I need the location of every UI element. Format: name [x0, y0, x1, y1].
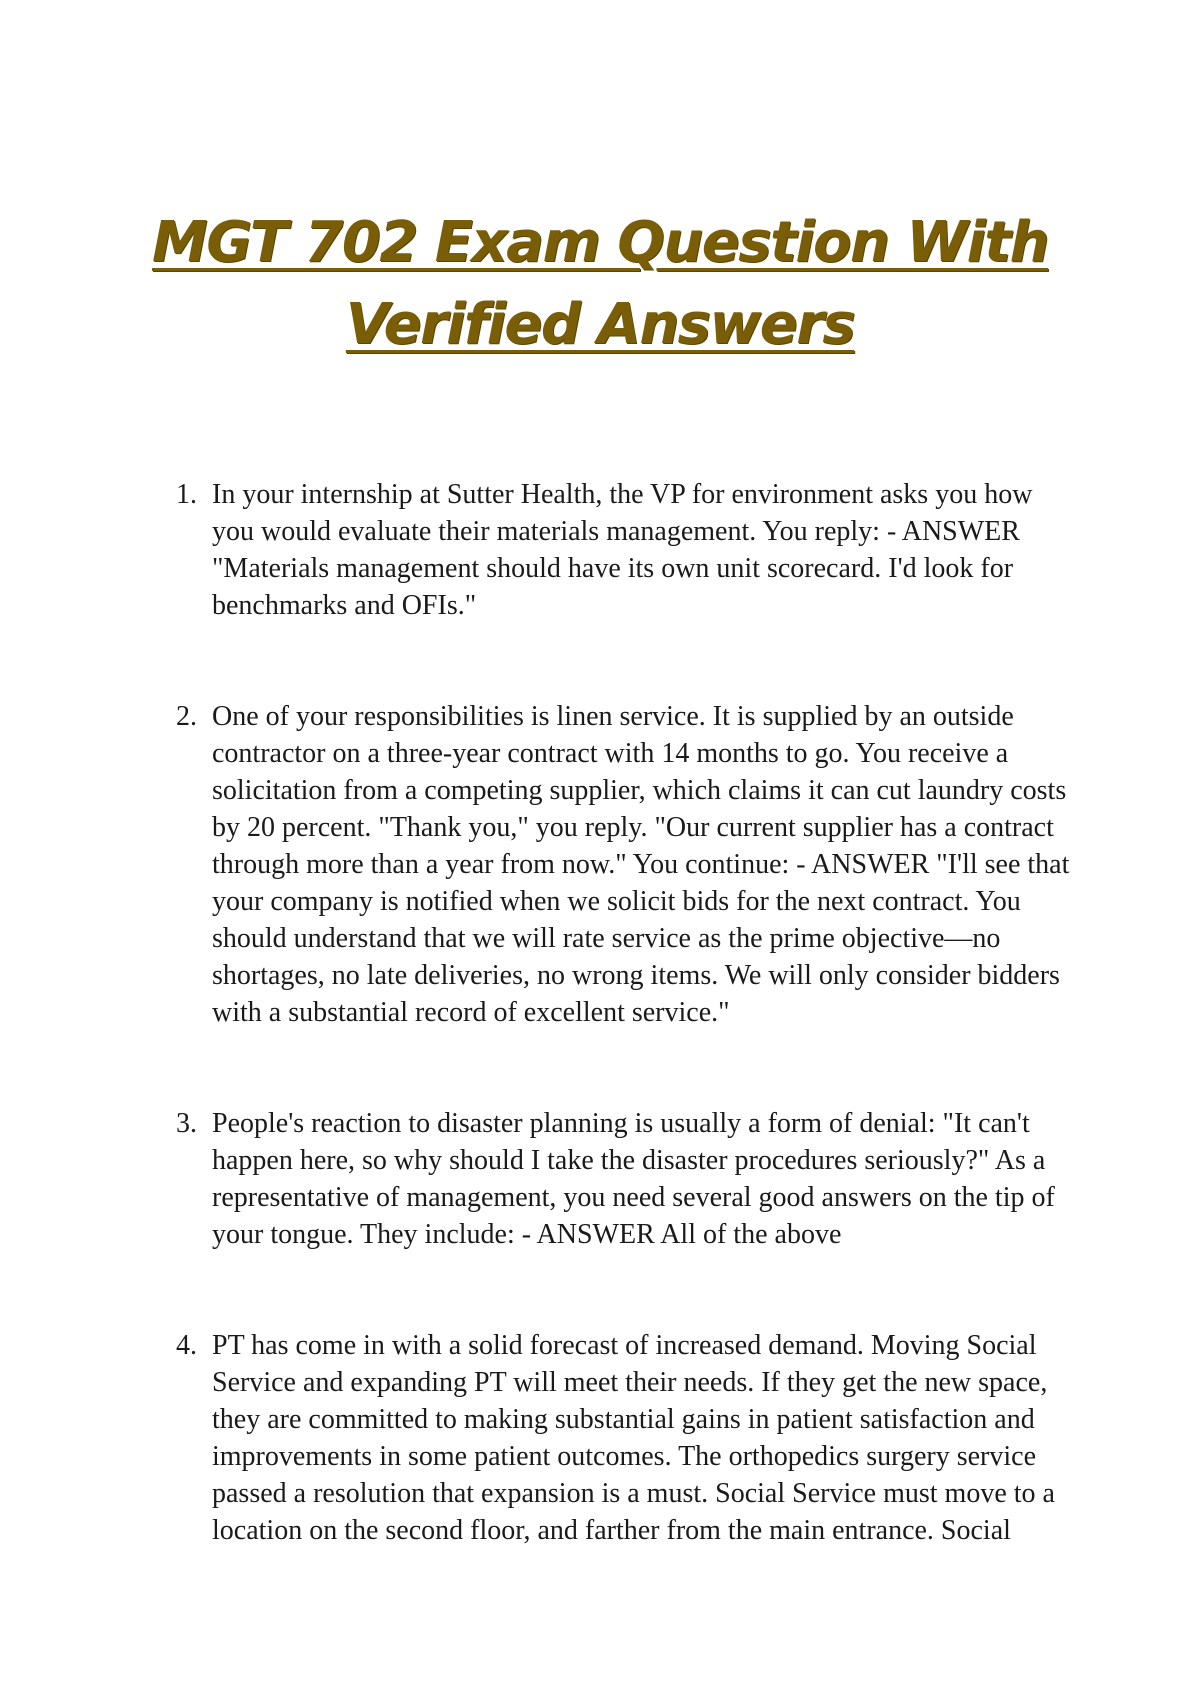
question-item-1: [176, 476, 1076, 624]
question-text: One of your responsibilities is linen service. It is supplied by an outside contractor on a three-year contract with 14 months to go. You receive a solicitation from a competing supplier, which claims it can cut laundry costs by 20 percent. "Thank you," you reply. "Our current supplier has a contract through more than a year from now." You continue: - ANSWER "I'll see that your company is notified when we solicit bids for the next contract. You should understand that we will rate service as the prime objective—no shortages, no late deliveries, no wrong items. We will only consider bidders with a substantial record of excellent service.": [212, 701, 1070, 1028]
question-item-2: [176, 698, 1076, 1031]
question-list: [176, 476, 1076, 1623]
question-number: 4.: [176, 1330, 197, 1361]
title-line-1: MGT 702 Exam Question With: [152, 210, 1048, 275]
question-text: People's reaction to disaster planning is usually a form of denial: "It can't happen here, so why should I take the disaster procedures seriously?" As a representative of management, you need several good answers on the tip of your tongue. They include: - ANSWER All of the above: [212, 1108, 1055, 1250]
title-line-2: Verified Answers: [345, 292, 855, 357]
question-text: In your internship at Sutter Health, the VP for environment asks you how you would evaluate their materials management. You reply: - ANSWER "Materials management should have its own unit scorecard. I'd look for benchmarks and OFIs.": [212, 479, 1033, 621]
question-number: 2.: [176, 701, 197, 732]
question-number: 3.: [176, 1108, 197, 1139]
question-item-4: [176, 1327, 1076, 1549]
document-title: [0, 210, 1200, 357]
question-item-3: [176, 1105, 1076, 1253]
question-text: PT has come in with a solid forecast of increased demand. Moving Social Service and expanding PT will meet their needs. If they get the new space, they are committed to making substantial gains in patient satisfaction and improvements in some patient outcomes. The orthopedics surgery service passed a resolution that expansion is a must. Social Service must move to a location on the second floor, and farther from the main entrance. Social: [212, 1330, 1055, 1546]
question-number: 1.: [176, 479, 197, 510]
